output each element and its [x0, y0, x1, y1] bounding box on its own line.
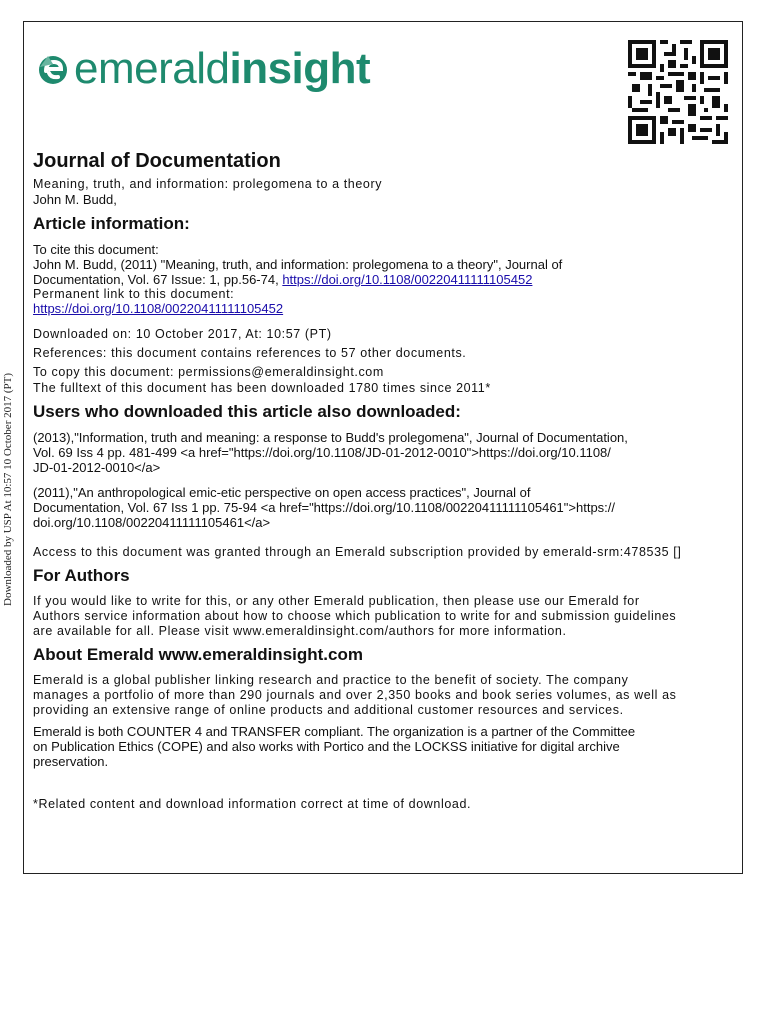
for-authors-heading: For Authors — [33, 566, 130, 585]
related-1-line-2: Vol. 69 Iss 4 pp. 481-499 <a href="https://doi.org/10.1108/JD-01-2012-0010">https://doi.org/10.1108/ — [33, 445, 611, 460]
authors-text-2: Authors service information about how to choose which publication to write for and submission guidelines — [33, 609, 677, 623]
logo-word-insight: insight — [229, 44, 371, 93]
about-text-1: Emerald is a global publisher linking research and practice to the benefit of society. The company — [33, 673, 629, 687]
emerald-insight-logo[interactable] — [38, 44, 370, 94]
article-author: John M. Budd, — [33, 192, 117, 207]
qr-code-icon[interactable] — [628, 40, 728, 144]
authors-text-3: are available for all. Please visit www.emeraldinsight.com/authors for more information. — [33, 624, 567, 638]
related-2-line-1: (2011),"An anthropological emic-etic perspective on open access practices", Journal of — [33, 485, 531, 500]
article-title: Meaning, truth, and information: prolegomena to a theory — [33, 177, 383, 191]
about-text-6: preservation. — [33, 754, 109, 769]
citation-doi-link[interactable]: https://doi.org/10.1108/00220411111105452 — [282, 272, 533, 287]
copy-permissions: To copy this document: permissions@emeraldinsight.com — [33, 365, 384, 379]
download-watermark: Downloaded by USP At 10:57 10 October 2017 (PT) — [2, 372, 14, 606]
citation-line-1: John M. Budd, (2011) "Meaning, truth, and information: prolegomena to a theory", Journal of — [33, 257, 563, 272]
permanent-link-label: Permanent link to this document: — [33, 287, 235, 301]
cite-label: To cite this document: — [33, 242, 159, 257]
about-text-3: providing an extensive range of online products and additional customer resources and services. — [33, 703, 624, 717]
about-text-2: manages a portfolio of more than 290 journals and over 2,350 books and book series volumes, as well as — [33, 688, 677, 702]
citation-text: Documentation, Vol. 67 Issue: 1, pp.56-74, — [33, 272, 283, 287]
logo-word-emerald: emerald — [74, 44, 230, 93]
logo-wordmark — [74, 44, 371, 93]
emerald-logo-icon — [38, 53, 68, 85]
fulltext-downloads: The fulltext of this document has been downloaded 1780 times since 2011* — [33, 381, 491, 395]
users-also-downloaded-heading: Users who downloaded this article also downloaded: — [33, 402, 461, 421]
about-emerald-heading: About Emerald www.emeraldinsight.com — [33, 645, 363, 664]
about-text-4: Emerald is both COUNTER 4 and TRANSFER compliant. The organization is a partner of the Committee — [33, 724, 636, 739]
journal-title: Journal of Documentation — [33, 150, 281, 172]
related-1-line-1: (2013),"Information, truth and meaning: a response to Budd's prolegomena", Journal of Documentation, — [33, 430, 628, 445]
article-information-heading: Article information: — [33, 214, 190, 233]
references-count: References: this document contains references to 57 other documents. — [33, 346, 467, 360]
access-statement: Access to this document was granted through an Emerald subscription provided by emerald-srm:478535 [] — [33, 545, 682, 559]
citation-line-2 — [33, 272, 738, 287]
about-text-5: on Publication Ethics (COPE) and also works with Portico and the LOCKSS initiative for digital archive — [33, 739, 620, 754]
authors-text-1: If you would like to write for this, or any other Emerald publication, then please use our Emerald for — [33, 594, 640, 608]
cover-page-frame — [23, 21, 743, 874]
downloaded-on: Downloaded on: 10 October 2017, At: 10:57 (PT) — [33, 327, 332, 341]
related-2-line-2: Documentation, Vol. 67 Iss 1 pp. 75-94 <a href="https://doi.org/10.1108/00220411111105461">https:// — [33, 500, 616, 515]
cover-content — [33, 150, 738, 812]
related-2-line-3: doi.org/10.1108/00220411111105461</a> — [33, 515, 271, 530]
permanent-doi-link[interactable]: https://doi.org/10.1108/00220411111105452 — [33, 301, 284, 316]
related-1-line-3: JD-01-2012-0010</a> — [33, 460, 161, 475]
footnote: *Related content and download information correct at time of download. — [33, 797, 472, 811]
